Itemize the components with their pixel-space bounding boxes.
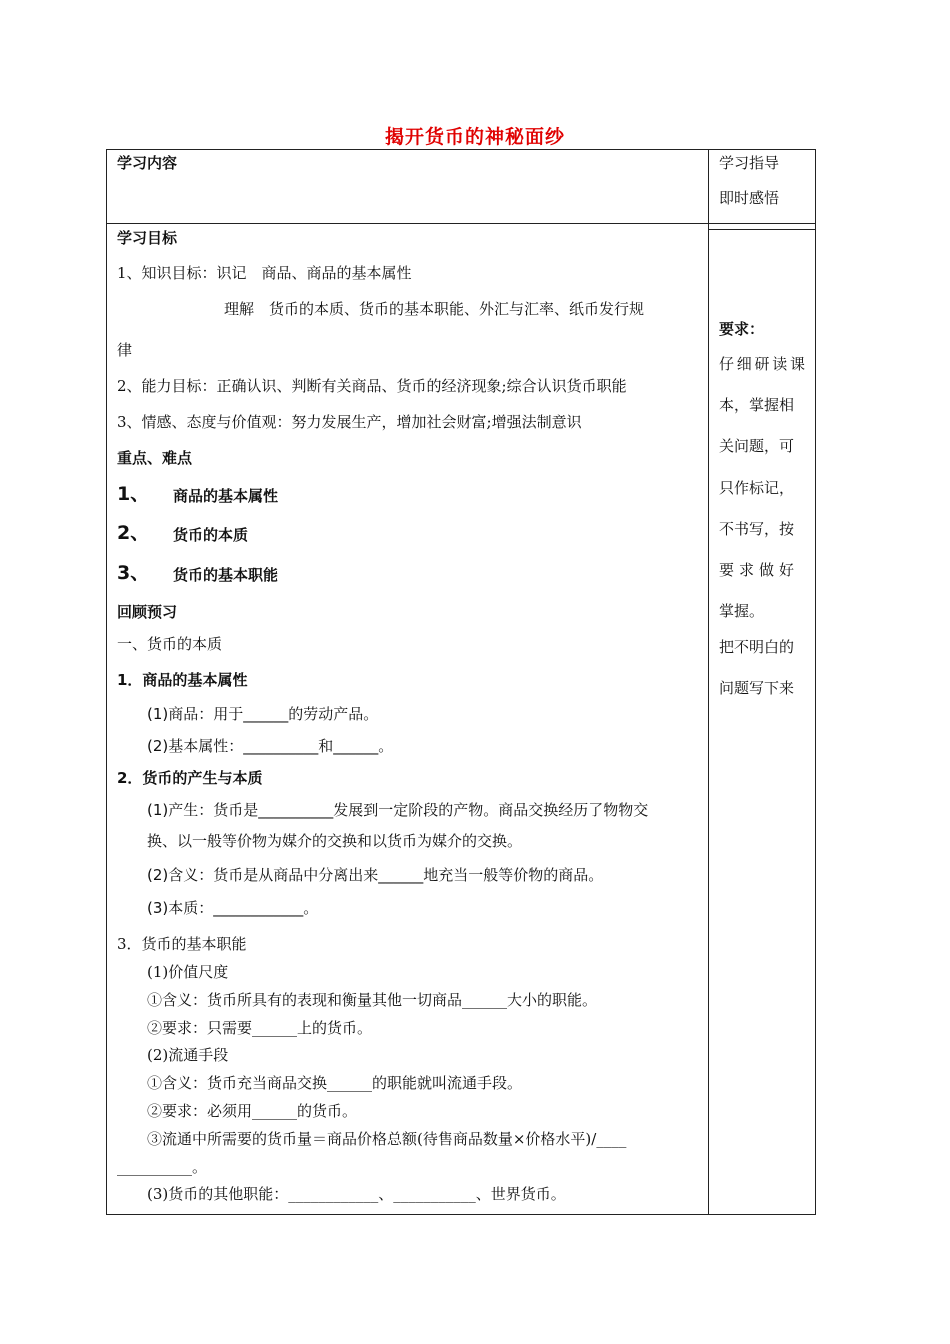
side-line: 要求做好 [719, 561, 800, 579]
goals-heading: 学习目标 [117, 229, 178, 247]
review-item: (3)本质：____________。 [147, 899, 319, 917]
key-point-number: 1、 [117, 483, 150, 505]
review-item: 换、以一般等价物为媒介的交换和以货币为媒介的交换。 [147, 832, 523, 850]
review-item: (2)流通手段 [147, 1046, 229, 1064]
goal-knowledge-1: 1、知识目标：识记 商品、商品的基本属性 [117, 264, 412, 282]
header-study-content: 学习内容 [117, 154, 178, 172]
goal-emotion: 3、情感、态度与价值观：努力发展生产，增加社会财富;增强法制意识 [117, 413, 582, 431]
review-subtitle: 2．货币的产生与本质 [117, 769, 263, 787]
review-subtitle: 1．商品的基本属性 [117, 671, 248, 689]
review-subtitle: 3．货币的基本职能 [117, 935, 247, 953]
side-line: 掌握。 [719, 602, 765, 620]
review-item: (1)产生：货币是__________发展到一定阶段的产物。商品交换经历了物物交 [147, 801, 649, 819]
review-heading: 回顾预习 [117, 603, 178, 621]
header-row-divider [106, 223, 816, 224]
key-point-text: 货币的本质 [173, 526, 249, 544]
side-requirement-label: 要求： [719, 320, 765, 338]
review-item: (1)价值尺度 [147, 963, 229, 981]
page-title: 揭开货币的神秘面纱 [384, 126, 565, 148]
review-item: ①含义：货币充当商品交换______的职能就叫流通手段。 [147, 1074, 523, 1092]
side-line: 把不明白的 [719, 638, 795, 656]
side-line: 本，掌握相 [719, 396, 795, 414]
header-study-guide: 学习指导 [719, 154, 780, 172]
goal-knowledge-2: 理解 货币的本质、货币的基本职能、外汇与汇率、纸币发行规 [224, 300, 645, 318]
review-item: ②要求：必须用______的货币。 [147, 1102, 358, 1120]
side-line: 只作标记， [719, 479, 795, 497]
goal-knowledge-3: 律 [117, 341, 133, 359]
review-item: ③流通中所需要的货币量＝商品价格总额(待售商品数量×价格水平)/____ [147, 1130, 627, 1148]
key-point-number: 2、 [117, 522, 150, 544]
side-line: 关问题，可 [719, 437, 795, 455]
review-item: ②要求：只需要______上的货币。 [147, 1019, 373, 1037]
review-item: (1)商品：用于______的劳动产品。 [147, 705, 379, 723]
side-row-divider [708, 229, 816, 230]
side-line: 问题写下来 [719, 679, 795, 697]
key-point-text: 商品的基本属性 [173, 487, 279, 505]
review-item: __________。 [117, 1158, 208, 1176]
side-line: 不书写，按 [719, 520, 795, 538]
header-instant-reflection: 即时感悟 [719, 189, 780, 207]
review-item: (3)货币的其他职能：____________、___________、世界货币。 [147, 1185, 566, 1203]
key-points-heading: 重点、难点 [117, 449, 193, 467]
side-line: 仔 细 研 读 课 [719, 355, 805, 373]
key-point-number: 3、 [117, 562, 150, 584]
review-section-1: 一、货币的本质 [117, 635, 223, 653]
review-item: (2)含义：货币是从商品中分离出来______地充当一般等价物的商品。 [147, 866, 604, 884]
review-item: (2)基本属性：__________和______。 [147, 737, 394, 755]
column-divider [708, 149, 709, 1215]
key-point-text: 货币的基本职能 [173, 566, 279, 584]
review-item: ①含义：货币所具有的表现和衡量其他一切商品______大小的职能。 [147, 991, 598, 1009]
goal-ability: 2、能力目标：正确认识、判断有关商品、货币的经济现象;综合认识货币职能 [117, 377, 627, 395]
